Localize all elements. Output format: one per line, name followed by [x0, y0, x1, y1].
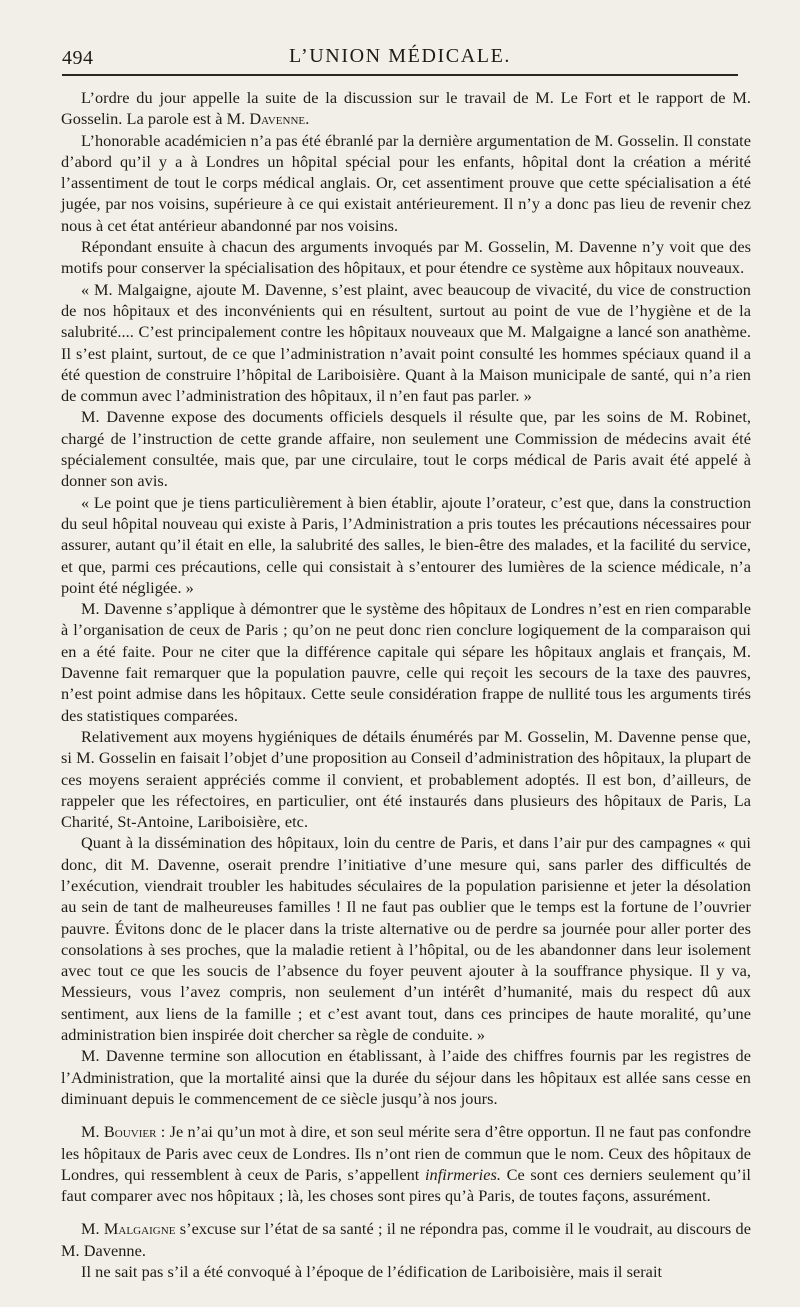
header-rule	[62, 74, 738, 76]
paragraph-lariboisiere: Il ne sait pas s’il a été convoqué à l’époque de l’édification de Lariboisière, mais il serait	[81, 1262, 663, 1282]
paragraph-bouvier	[61, 1121, 751, 1206]
paragraph-quote-construction: « Le point que je tiens particulièrement à bien établir, ajoute l’orateur, c’est que, dans la construction du seul hôpital nouveau qui existe à Paris, l’Administration a pris toutes les précautions nécessaires pour assurer, autant qu’il était en elle, la salubrité des salles, le bien-être des malades, et la facilité du service, et que, parmi ces précautions, celle qui consistait à s’entourer des lumières de la science médicale, n’a point été négligée. »	[61, 492, 751, 597]
article-body	[61, 87, 751, 1282]
paragraph-london-hospital: L’honorable académicien n’a pas été ébranlé par la dernière argumentation de M. Gosselin. Il constate d’abord qu’il y a à Londres un hôpital spécial pour les enfants, hôpital dont la création a mérité l’assentiment de tout le corps médical anglais. Or, cet assentiment prouve que cette spécialisation a été jugée, par nos voisins, supérieure à ce qui existait antérieurement. Il n’y a donc pas lieu de revenir chez nous à cet état antérieur abandonné par nos voisins.	[61, 130, 751, 235]
paragraph-reply-arguments: Répondant ensuite à chacun des arguments invoqués par M. Gosselin, M. Davenne n’y voit que des motifs pour conserver la spécialisation des hôpitaux, et pour étendre ce système aux hôpitaux nouveaux.	[61, 237, 751, 278]
speaker-name: M. Malgaigne	[81, 1219, 176, 1239]
paragraph-hygiene-measures: Relativement aux moyens hygiéniques de détails énumérés par M. Gosselin, M. Davenne pense que, si M. Gosselin en faisait l’objet d’une proposition au Conseil d’administration des hôpitaux, la plupart de ces moyens seraient appréciés comme il convient, et probablement adoptés. Il est bon, d’ailleurs, de rappeler que les réfectoires, en particulier, ont été instaurés dans plusieurs des hôpitaux de Paris, La Charité, St-Antoine, Lariboisière, etc.	[61, 726, 751, 832]
paragraph-quote-malgaigne: « M. Malgaigne, ajoute M. Davenne, s’est plaint, avec beaucoup de vivacité, du vice de construction de nos hôpitaux et des inconvénients qui en résultent, surtout au point de vue de l’hygiène et de la salubrité.... C’est principalement contre les hôpitaux nouveaux que M. Malgaigne a lancé son anathème. Il s’est plaint, surtout, de ce que l’administration n’avait point consulté les hommes spéciaux quand il a été question de construire l’hôpital de Lariboisière. Quant à la Maison municipale de santé, qui n’a rien de commun avec l’administration des hôpitaux, il n’en faut pas parler. »	[61, 279, 751, 406]
running-head	[62, 42, 738, 72]
paragraph-london-comparison: M. Davenne s’applique à démontrer que le système des hôpitaux de Londres n’est en rien comparable à l’organisation de ceux de Paris ; qu’on ne peut donc rien conclure logiquement de la comparaison qui en a été faite. Pour ne citer que la différence capitale qui sépare les hôpitaux anglais et français, M. Davenne fait remarquer que la population pauvre, celle qui reçoit les secours de la taxe des pauvres, n’est point admise dans les hôpitaux. Cette seule considération frappe de nullité tous les arguments tirés des statistiques comparées.	[61, 599, 751, 725]
paragraph-mortality: M. Davenne termine son allocution en établissant, à l’aide des chiffres fournis par les registres de l’Administration, que la mortalité ainsi que la durée du séjour dans les hôpitaux est allée sans cesse en diminuant depuis le commencement de ce siècle jusqu’à nos jours.	[61, 1046, 751, 1108]
page-number: 494	[62, 47, 94, 69]
paragraph-dissemination: Quant à la dissémination des hôpitaux, loin du centre de Paris, et dans l’air pur des campagnes « qui donc, dit M. Davenne, oserait prendre l’initiative d’une mesure qui, sans parler des difficultés de l’exécution, viendrait troubler les habitudes séculaires de la population parisienne et jeter la désolation au sein de tant de malheureuses familles ! Il ne faut pas oublier que le temps est la fortune de l’ouvrier pauvre. Évitons donc de le placer dans la triste alternative ou de perdre sa journée pour aller porter des consolations à ses proches, que la maladie retient à l’hôpital, ou de les abandonner dans leur isolement avec tout ce que les soucis de l’absence du foyer peuvent ajouter à la souffrance physique. Il y va, Messieurs, vous l’avez compris, non seulement d’un intérêt d’humanité, mais du respect dû aux sentiment, aux liens de la famille ; et c’est avant tout, dans ces principes de haute moralité, qu’une administration bien inspirée doit chercher sa règle de conduite. »	[61, 833, 751, 1045]
paragraph-malgaigne-reply	[61, 1218, 751, 1261]
italic-term: infirmeries.	[424, 1164, 501, 1184]
paragraph-agenda-text: L’ordre du jour appelle la suite de la discussion sur le travail de M. Le Fort et le rapport de M. Gosselin. La parole est à M.	[61, 88, 751, 129]
paragraph-official-documents: M. Davenne expose des documents officiels desquels il résulte que, par les soins de M. Robinet, chargé de l’instruction de cette grande affaire, non seulement une Commission de médecins avait été spécialement consultée, mais que, par une circulaire, tout le corps médical de Paris avait été appelé à donner son avis.	[61, 407, 751, 491]
paragraph-malgaigne-text: s’excuse sur l’état de sa santé ; il ne répondra pas, comme il le voudrait, au discours de M. Davenne.	[61, 1219, 751, 1260]
paragraph-bouvier-text-a: Je n’ai qu’un mot à dire, et son seul mérite sera d’être opportun. Il ne faut pas confondre les hôpitaux de Paris avec ceux de Londres. Ils n’ont rien de commun que le nom. Ceux des hôpitaux de Londres, qui ressemblent à ceux de Paris, s’appellent	[61, 1122, 752, 1184]
speaker-name: Davenne.	[249, 109, 310, 129]
paragraph-bouvier-text-b: Ce sont ces derniers seulement qu’il faut comparer avec nos hôpitaux ; là, les choses sont pires qu’à Paris, de toutes façons, assurément.	[61, 1164, 751, 1206]
speaker-name: M. Bouvier :	[81, 1122, 166, 1142]
journal-title: L’UNION MÉDICALE.	[289, 45, 511, 67]
paragraph-agenda	[61, 87, 751, 130]
